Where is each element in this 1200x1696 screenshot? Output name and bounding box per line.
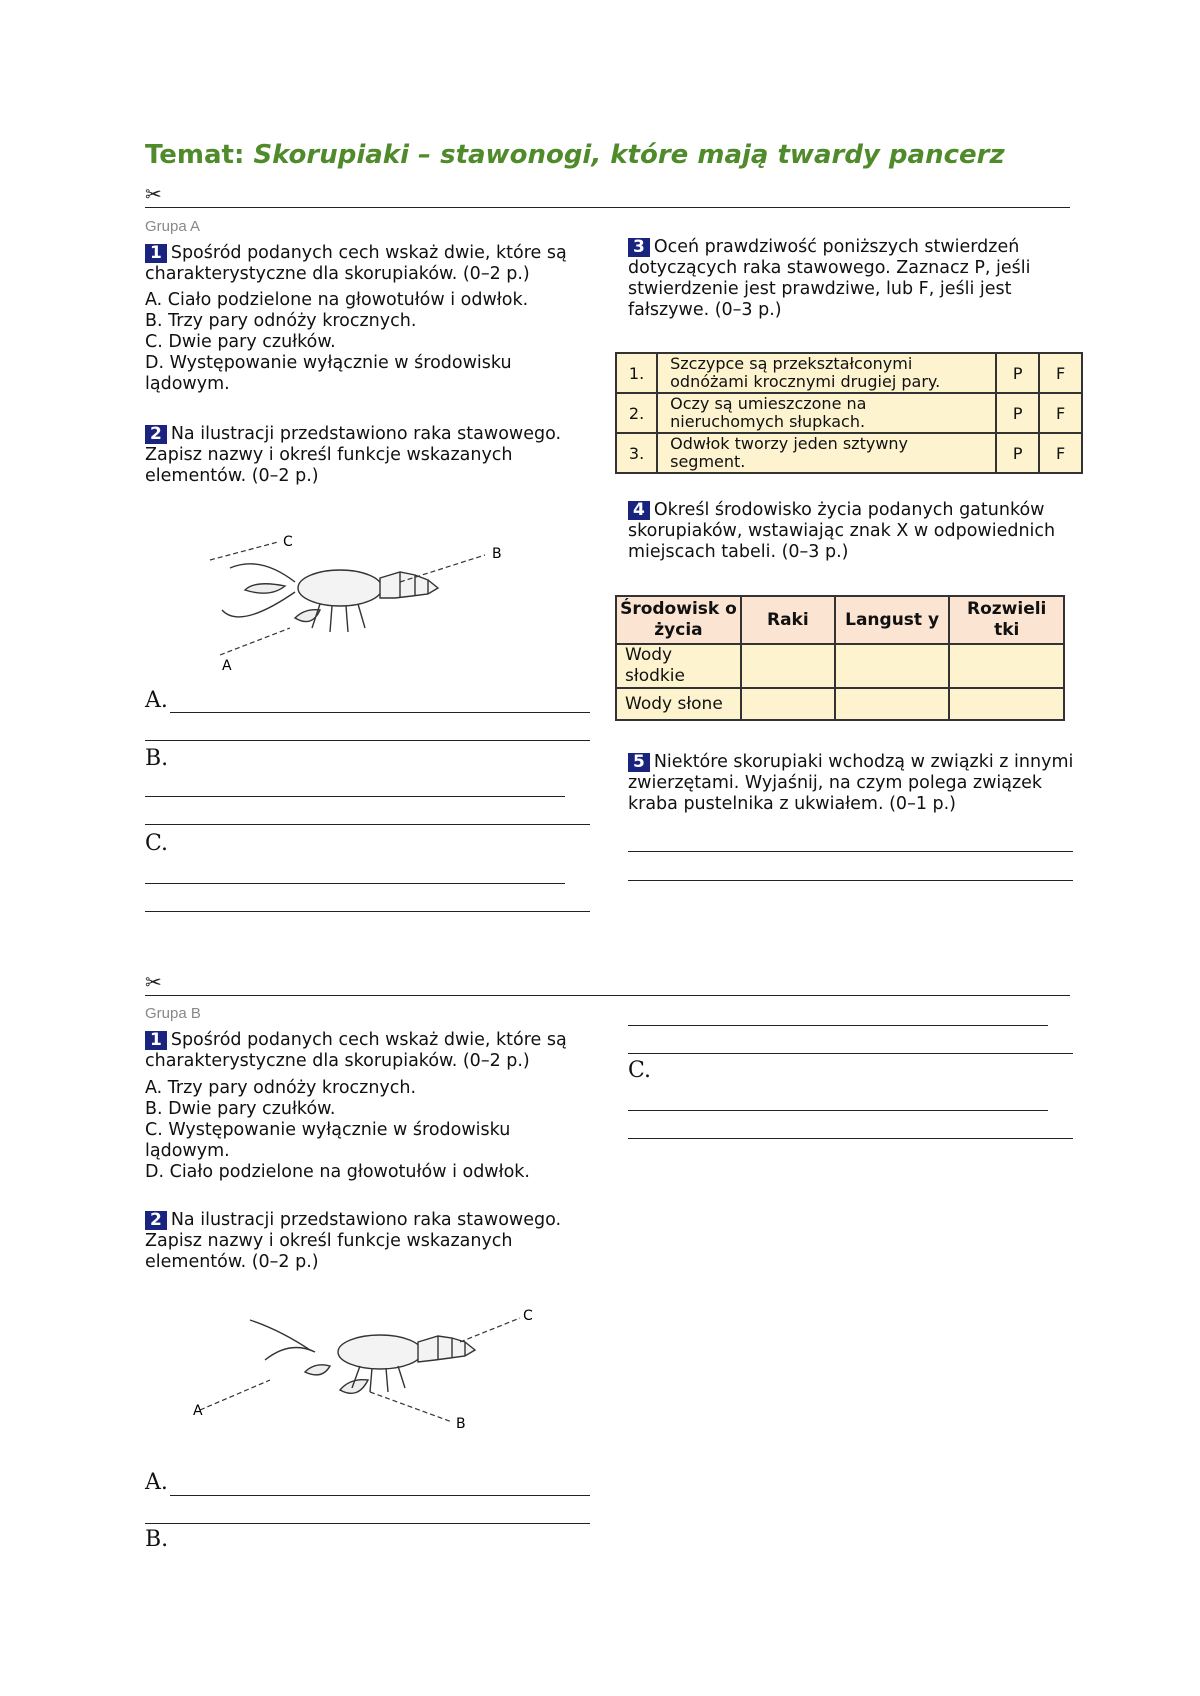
column-header: Rozwieli tki	[949, 596, 1064, 644]
answer-line[interactable]	[628, 851, 1073, 852]
question-number: 2	[145, 1211, 167, 1230]
answer-line[interactable]	[628, 1053, 1073, 1054]
pointer-a	[220, 628, 290, 655]
legs	[312, 604, 365, 632]
question-number: 1	[145, 1031, 167, 1050]
option: A. Ciało podzielone na głowotułów i odwłok.	[145, 290, 529, 310]
answer-line[interactable]	[170, 712, 590, 713]
answer-line[interactable]	[145, 824, 590, 825]
answer-cell[interactable]	[741, 644, 835, 688]
question-5: 5 Niektóre skorupiaki wchodzą w związki z innymi zwierzętami. Wyjaśnij, na czym polega związek kraba pustelnika z ukwiałem. (0–1 p.)	[628, 752, 1074, 814]
question-1-a: 1 Spośród podanych cech wskaż dwie, które są charakterystyczne dla skorupiaków. (0–2 p.)	[145, 243, 567, 284]
row-number: 1.	[616, 353, 657, 393]
label-a: A	[193, 1403, 203, 1419]
answer-letter-b: B.	[145, 746, 169, 771]
antenna	[265, 1348, 315, 1361]
pointer-c	[210, 542, 278, 560]
statement: Odwłok tworzy jeden sztywny segment.	[657, 433, 996, 473]
antenna	[230, 564, 295, 582]
question-4: 4 Określ środowisko życia podanych gatunków skorupiaków, wstawiając znak X w odpowiednich miejscach tabeli. (0–3 p.)	[628, 500, 1056, 562]
table-row	[616, 688, 1064, 720]
answer-cell[interactable]	[949, 688, 1064, 720]
answer-line[interactable]	[628, 1025, 1048, 1026]
cut-line	[145, 207, 1070, 208]
answer-cell[interactable]	[949, 644, 1064, 688]
table-row	[616, 353, 1082, 393]
label-c: C	[283, 534, 293, 550]
table-row	[616, 393, 1082, 433]
f-option[interactable]: F	[1039, 393, 1082, 433]
answer-line[interactable]	[145, 740, 590, 741]
question-1-b: 1 Spośród podanych cech wskaż dwie, które są charakterystyczne dla skorupiaków. (0–2 p.)	[145, 1030, 567, 1071]
column-header: Środowisk o życia	[616, 596, 741, 644]
antenna	[250, 1320, 310, 1350]
question-3: 3 Oceń prawdziwość poniższych stwierdzeń dotyczących raka stawowego. Zaznacz P, jeśli stwierdzenie jest prawdziwe, lub F, jeśli jest fałszywe. (0–3 p.)	[628, 237, 1031, 320]
crayfish-illustration-b	[190, 1300, 560, 1440]
question-number: 5	[628, 753, 650, 772]
answer-line[interactable]	[628, 1110, 1048, 1111]
abdomen	[380, 572, 438, 598]
cephalothorax	[298, 570, 382, 606]
question-number: 2	[145, 425, 167, 444]
true-false-table	[615, 352, 1083, 474]
cephalothorax	[338, 1335, 422, 1369]
question-2-a: 2 Na ilustracji przedstawiono raka stawowego. Zapisz nazwy i określ funkcje wskazanych elementów. (0–2 p.)	[145, 424, 562, 486]
answer-letter-b: B.	[145, 1527, 169, 1552]
pointer-c	[460, 1318, 520, 1342]
answer-letter-a: A.	[145, 1470, 168, 1495]
question-number: 1	[145, 244, 167, 263]
environment-table	[615, 595, 1065, 721]
p-option[interactable]: P	[996, 353, 1039, 393]
answer-line[interactable]	[170, 1495, 590, 1496]
table-row	[616, 644, 1064, 688]
option: B. Trzy pary odnóży krocznych.	[145, 311, 417, 331]
pointer-b	[370, 1392, 452, 1422]
table-header-row	[616, 596, 1064, 644]
options-list-b	[145, 1078, 590, 1183]
option: A. Trzy pary odnóży krocznych.	[145, 1078, 417, 1098]
label-b: B	[456, 1416, 466, 1432]
label-b: B	[492, 546, 502, 562]
column-header: Langust y	[835, 596, 950, 644]
claw	[245, 584, 285, 593]
abdomen	[418, 1336, 475, 1362]
f-option[interactable]: F	[1039, 353, 1082, 393]
option: D. Ciało podzielone na głowotułów i odwłok.	[145, 1162, 530, 1182]
row-label: Wody słone	[616, 688, 741, 720]
group-b-label: Grupa B	[145, 1005, 201, 1022]
answer-letter-a: A.	[145, 688, 168, 713]
answer-line[interactable]	[145, 883, 565, 884]
answer-cell[interactable]	[741, 688, 835, 720]
p-option[interactable]: P	[996, 393, 1039, 433]
answer-cell[interactable]	[835, 644, 950, 688]
scissors-icon: ✂	[145, 182, 162, 206]
option: D. Występowanie wyłącznie w środowisku lądowym.	[145, 353, 512, 394]
answer-letter-c: C.	[145, 831, 169, 856]
row-number: 3.	[616, 433, 657, 473]
p-option[interactable]: P	[996, 433, 1039, 473]
group-a-label: Grupa A	[145, 218, 201, 235]
row-number: 2.	[616, 393, 657, 433]
table-row	[616, 433, 1082, 473]
pointer-a	[200, 1380, 270, 1410]
statement: Oczy są umieszczone na nieruchomych słupkach.	[657, 393, 996, 433]
label-a: A	[222, 658, 232, 674]
answer-line[interactable]	[145, 796, 565, 797]
answer-letter-c: C.	[628, 1058, 652, 1083]
answer-line[interactable]	[628, 1138, 1073, 1139]
antenna	[222, 592, 295, 617]
question-number: 3	[628, 238, 650, 257]
option: B. Dwie pary czułków.	[145, 1099, 336, 1119]
row-label: Wody słodkie	[616, 644, 741, 688]
question-2-b: 2 Na ilustracji przedstawiono raka stawowego. Zapisz nazwy i określ funkcje wskazanych elementów. (0–2 p.)	[145, 1210, 562, 1272]
cut-line	[145, 995, 1070, 996]
crayfish-illustration-a	[200, 520, 550, 680]
option: C. Występowanie wyłącznie w środowisku lądowym.	[145, 1120, 511, 1161]
f-option[interactable]: F	[1039, 433, 1082, 473]
page-title: Temat: Skorupiaki – stawonogi, które mają twardy pancerz	[145, 140, 1005, 170]
option: C. Dwie pary czułków.	[145, 332, 336, 352]
scissors-icon: ✂	[145, 970, 162, 994]
answer-cell[interactable]	[835, 688, 950, 720]
claw	[305, 1365, 330, 1375]
column-header: Raki	[741, 596, 835, 644]
statement: Szczypce są przekształconymi odnóżami krocznymi drugiej pary.	[657, 353, 996, 393]
label-c: C	[523, 1308, 533, 1324]
answer-line[interactable]	[628, 880, 1073, 881]
question-number: 4	[628, 501, 650, 520]
options-list-a	[145, 290, 590, 395]
answer-line[interactable]	[145, 1523, 590, 1524]
answer-line[interactable]	[145, 911, 590, 912]
